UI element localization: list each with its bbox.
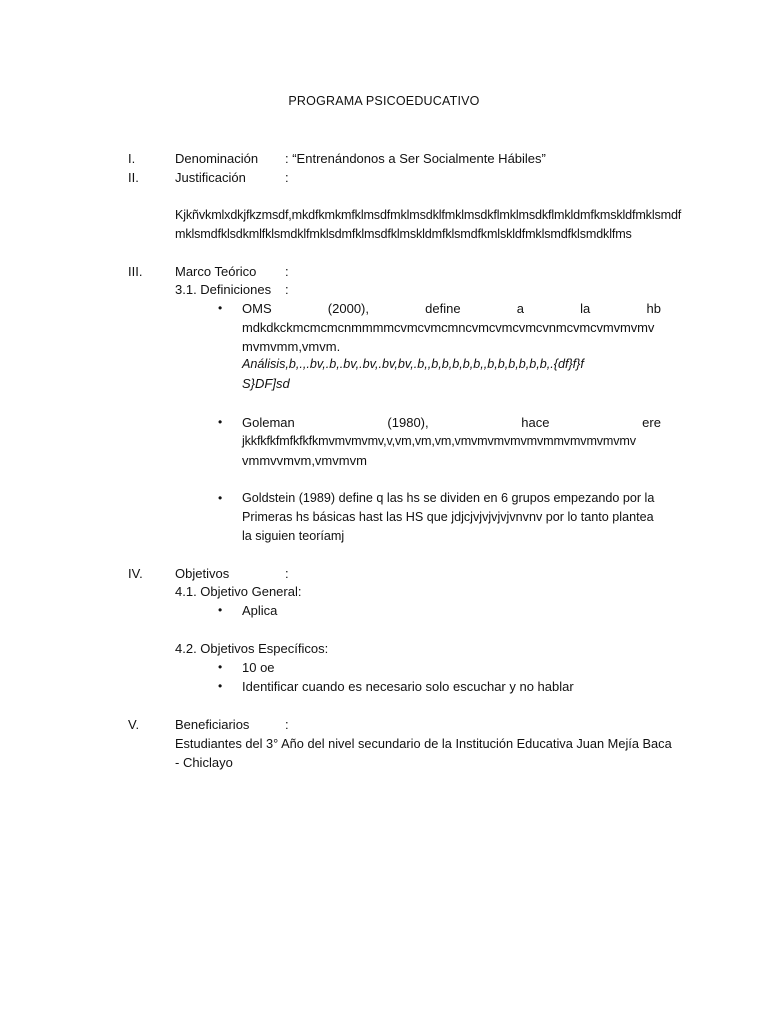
subsection-objetivo-general: 4.1. Objetivo General:	[175, 584, 302, 599]
denominacion-value: : “Entrenándonos a Ser Socialmente Hábiles”	[285, 151, 546, 166]
word: define	[425, 301, 461, 316]
section-label-justificacion: Justificación	[175, 170, 246, 185]
word: (2000),	[327, 301, 369, 316]
beneficiarios-text: - Chiclayo	[175, 755, 233, 770]
section-label-denominacion: Denominación	[175, 151, 259, 166]
oms-definition-text: mvmvmm,vmvm.	[242, 339, 341, 354]
word: OMS	[242, 301, 272, 316]
word: (1980),	[387, 415, 429, 430]
section-colon: :	[285, 717, 289, 732]
subsection-colon: :	[285, 282, 289, 297]
bullet-icon: •	[218, 679, 223, 693]
section-number: V.	[128, 717, 140, 732]
oms-definition-line	[242, 299, 661, 318]
document-title: PROGRAMA PSICOEDUCATIVO	[288, 94, 480, 108]
oms-analysis-text: S}DF]sd	[242, 376, 290, 391]
word: la	[580, 301, 591, 316]
section-label-objetivos: Objetivos	[175, 566, 230, 581]
bullet-icon: •	[218, 301, 223, 315]
section-label-beneficiarios: Beneficiarios	[175, 717, 250, 732]
bullet-icon: •	[218, 491, 223, 505]
justificacion-text: mklsmdfklsdkmlfklsmdklfmklsdmfklmsdfklmskldmfklsmdfkmlskldfmklsmdfklsmdklfms	[175, 227, 632, 241]
subsection-objetivos-especificos: 4.2. Objetivos Específicos:	[175, 641, 329, 656]
goleman-definition-line	[242, 413, 661, 432]
oms-definition-text: mdkdkckmcmcmcnmmmmcvmcvmcmncvmcvmcvmcvnmcvmcvmvmvmv	[242, 320, 655, 335]
word: hb	[646, 301, 661, 316]
bullet-icon: •	[218, 415, 223, 429]
section-number: I.	[128, 151, 136, 166]
bullet-icon: •	[218, 603, 223, 617]
objetivo-general-item: Aplica	[242, 603, 278, 618]
section-colon: :	[285, 566, 289, 581]
section-colon: :	[285, 264, 289, 279]
bullet-icon: •	[218, 660, 223, 674]
justificacion-text: Kjkñvkmlxdkjfkzmsdf,mkdfkmkmfklmsdfmklmsdklfmklmsdkflmklmsdkflmkldmfkmskldfmklsmdf	[175, 208, 682, 222]
word: ere	[642, 415, 661, 430]
subsection-definiciones: 3.1. Definiciones	[175, 282, 272, 297]
section-label-marco-teorico: Marco Teórico	[175, 264, 257, 279]
section-number: II.	[128, 170, 139, 185]
goleman-definition-text: jkkfkfkfmfkfkfkmvmvmvmv,v,vm,vm,vm,vmvmvmvmvmvmmvmvmvmvmv	[242, 434, 636, 448]
goleman-definition-text: vmmvvmvm,vmvmvm	[242, 453, 367, 468]
objetivo-especifico-item: Identificar cuando es necesario solo escuchar y no hablar	[242, 679, 574, 694]
word: hace	[521, 415, 550, 430]
goldstein-definition-text: Goldstein (1989) define q las hs se dividen en 6 grupos empezando por la Primeras hs básicas hast las HS que jdjcjvjvjvjvjvnvnv por lo tanto plantea la siguien teoríamj	[242, 491, 655, 543]
section-colon: :	[285, 170, 289, 185]
section-number: IV.	[128, 566, 143, 581]
word: a	[516, 301, 524, 316]
objetivo-especifico-item: 10 oe	[242, 660, 275, 675]
word: Goleman	[242, 415, 295, 430]
beneficiarios-text: Estudiantes del 3° Año del nivel secundario de la Institución Educativa Juan Mejía Baca	[175, 736, 672, 751]
oms-analysis-text: Análisis,b,.,.bv,.b,.bv,.bv,.bv,bv,.b,,b,b,b,b,b,,b,b,b,b,b,b,.{df}f}f	[242, 357, 584, 371]
section-number: III.	[128, 264, 143, 279]
